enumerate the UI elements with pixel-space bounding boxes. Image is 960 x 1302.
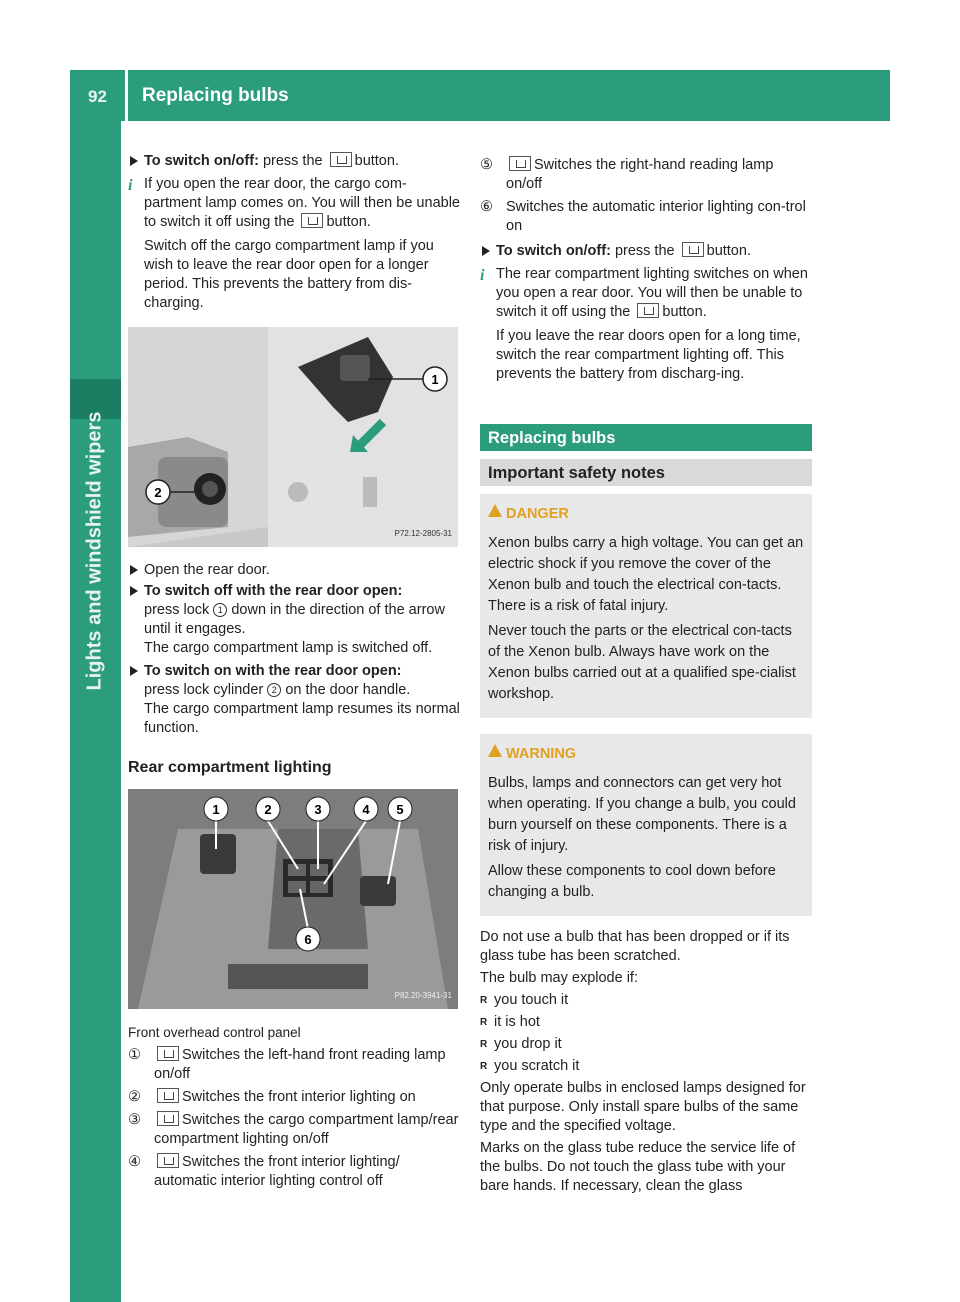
switch-off-text-b: down in the direction of the arrow until it engages. (144, 602, 445, 637)
legend-number: ② (128, 1089, 141, 1105)
legend-item-5 (480, 156, 812, 194)
callout-2: 2 (267, 683, 281, 697)
legend-text-4: Switches the front interior lighting/ automatic interior lighting control off (154, 1154, 400, 1189)
overhead-panel-illustration (128, 789, 458, 1009)
bullet-item: R you scratch it (480, 1057, 812, 1076)
danger-title: DANGER (506, 504, 804, 525)
switch-on-open-text-a: press lock cylinder (144, 682, 264, 698)
legend-number: ④ (128, 1154, 141, 1170)
svg-text:1: 1 (431, 372, 439, 387)
page-title: Replacing bulbs (142, 85, 289, 106)
warning-box (480, 734, 812, 916)
info-text-c: If you leave the rear doors open for a long time, switch the rear compartment lighting off. This prevents the battery from discharg-ing. (496, 328, 801, 382)
switch-off-result: The cargo compartment lamp is switched off. (144, 640, 433, 656)
image-caption: Front overhead control panel (128, 1025, 301, 1040)
svg-text:2: 2 (154, 485, 162, 500)
legend-item-1 (128, 1046, 460, 1084)
legend-item-3 (128, 1111, 460, 1149)
section-band: Replacing bulbs (480, 424, 812, 451)
callout-1: 1 (213, 603, 227, 617)
button-word: button. (706, 243, 751, 259)
legend-item-6 (480, 198, 812, 236)
header-divider (125, 70, 128, 121)
info-note (480, 265, 812, 384)
reading-lamp-icon (509, 156, 531, 171)
warning-title: WARNING (506, 744, 804, 765)
legend-text-1: Switches the left-hand front reading lamp on/off (154, 1047, 446, 1082)
legend-item-2 (128, 1088, 460, 1107)
svg-text:6: 6 (304, 932, 312, 947)
danger-text-2: Never touch the parts or the electrical con-tacts of the Xenon bulb. Always have work on the Xenon bulbs carried out at a qualified spe-cialist workshop. (488, 623, 796, 702)
paragraph-3: Only operate bulbs in enclosed lamps designed for that purpose. Only install spare bulbs of the same type and the specified voltage. (480, 1080, 806, 1134)
svg-text:5: 5 (396, 802, 404, 817)
legend-text-6: Switches the automatic interior lighting con-trol on (506, 199, 806, 234)
svg-text:2: 2 (264, 802, 272, 817)
legend-text-3: Switches the cargo compartment lamp/rear compartment lighting on/off (154, 1112, 459, 1147)
svg-text:1: 1 (212, 802, 220, 817)
info-note (128, 175, 460, 313)
image-code: P82.20-3941-31 (394, 991, 452, 1000)
legend-text-2: Switches the front interior lighting on (182, 1089, 416, 1105)
info-text-b: button. (326, 214, 371, 230)
legend-text (506, 156, 812, 194)
switch-on-text: press the (262, 153, 323, 169)
switch-on-label: To switch on/off: (496, 243, 611, 259)
legend-number: ① (128, 1047, 141, 1063)
switch-off-door-open-step (128, 582, 460, 658)
interior-light-icon (157, 1088, 179, 1103)
right-column (480, 156, 812, 1196)
rear-door-illustration (128, 327, 458, 547)
bullet-item: R it is hot (480, 1013, 812, 1032)
info-text (496, 265, 812, 322)
paragraph-2: The bulb may explode if: (480, 970, 638, 986)
cargo-lamp-icon (637, 303, 659, 318)
switch-on-instruction (480, 242, 812, 261)
interior-light-off-icon (157, 1153, 179, 1168)
info-text-b: button. (662, 304, 707, 320)
warning-text-1: Bulbs, lamps and connectors can get very hot when operating. If you change a bulb, you could burn yourself on these components. There is a risk of injury. (488, 775, 796, 854)
switch-on-text: press the (614, 243, 675, 259)
button-word: button. (354, 153, 399, 169)
svg-text:4: 4 (362, 802, 370, 817)
sidebar (70, 121, 121, 1302)
image-code: P72.12-2805-31 (394, 529, 452, 538)
legend-text (154, 1153, 460, 1191)
section-heading: Rear compartment lighting (128, 759, 332, 776)
subsection-band: Important safety notes (480, 459, 812, 486)
switch-on-label: To switch on/off: (144, 153, 259, 169)
switch-on-open-text (144, 681, 460, 700)
legend-number: ⑤ (480, 157, 493, 173)
overhead-panel-image (128, 789, 458, 1009)
danger-box (480, 494, 812, 718)
cargo-lamp-icon (330, 152, 352, 167)
legend-text (154, 1088, 416, 1107)
switch-off-text (144, 601, 460, 639)
legend-number: ③ (128, 1112, 141, 1128)
switch-on-open-label: To switch on with the rear door open: (144, 663, 402, 679)
rear-door-image (128, 327, 458, 547)
cargo-lamp-icon (301, 213, 323, 228)
legend-text (154, 1046, 460, 1084)
info-text (144, 175, 460, 232)
warning-text-2: Allow these components to cool down before changing a bulb. (488, 863, 776, 900)
legend-number: ⑥ (480, 199, 493, 215)
bullet-item: R you touch it (480, 991, 812, 1010)
legend-text (154, 1111, 460, 1149)
switch-off-text-a: press lock (144, 602, 210, 618)
page-header (70, 70, 890, 121)
info-text-c: Switch off the cargo compartment lamp if you wish to leave the rear door open for a longer period. This prevents the battery from dis-charging. (144, 238, 434, 311)
info-text-a: If you open the rear door, the cargo com-partment lamp comes on. You will then be unable to switch it off using the (144, 176, 460, 230)
info-icon: i (480, 267, 485, 284)
danger-text-1: Xenon bulbs carry a high voltage. You can get an electric shock if you remove the cover of the Xenon bulb and touch the electrical con-tacts. There is a risk of fatal injury. (488, 535, 804, 614)
switch-on-instruction (128, 152, 460, 171)
left-column (128, 152, 460, 1191)
reading-lamp-icon (157, 1046, 179, 1061)
info-text-a: The rear compartment lighting switches on when you open a rear door. You will then be unable to switch it off using the (496, 266, 808, 320)
legend-item-4 (128, 1153, 460, 1191)
switch-on-door-open-step (128, 662, 460, 738)
sidebar-title: Lights and windshield wipers (83, 411, 106, 691)
open-door-step: Open the rear door. (128, 561, 460, 580)
switch-off-label: To switch off with the rear door open: (144, 583, 403, 599)
page-number: 92 (88, 87, 107, 106)
cargo-lamp-icon (157, 1111, 179, 1126)
switch-on-open-result: The cargo compartment lamp resumes its normal function. (144, 701, 460, 736)
cargo-lamp-icon (682, 242, 704, 257)
svg-text:3: 3 (314, 802, 322, 817)
legend-text-5: Switches the right-hand reading lamp on/off (506, 157, 774, 192)
bullet-item: R you drop it (480, 1035, 812, 1054)
info-icon: i (128, 177, 133, 194)
paragraph-4: Marks on the glass tube reduce the service life of the bulbs. Do not touch the glass tube with your bare hands. If necessary, clean the glass (480, 1140, 796, 1194)
paragraph-1: Do not use a bulb that has been dropped or if its glass tube has been scratched. (480, 929, 790, 964)
switch-on-open-text-b: on the door handle. (285, 682, 411, 698)
